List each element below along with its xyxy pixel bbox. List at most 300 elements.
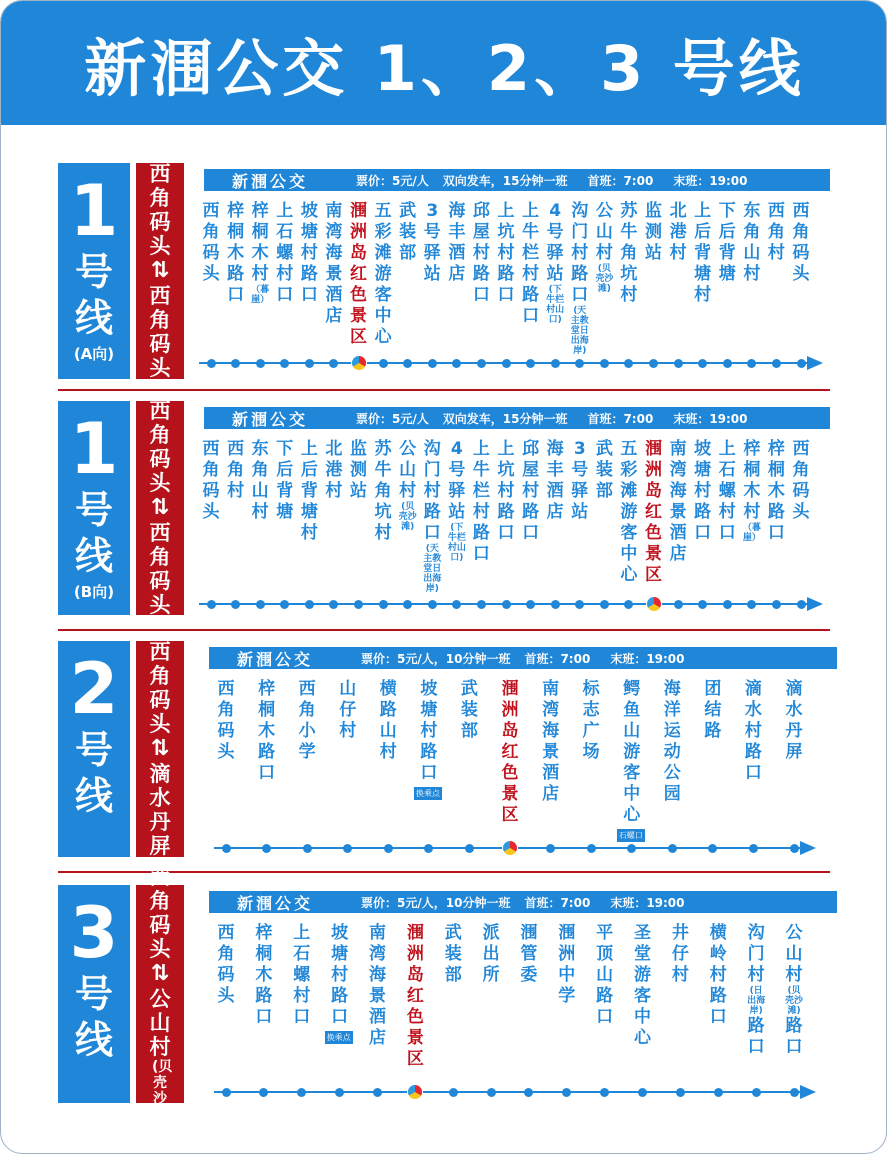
stop-label [540, 679, 562, 805]
stop-label [337, 679, 359, 742]
stop-name: 滴水村路口 [744, 679, 762, 783]
stop-label [470, 201, 492, 306]
header-banner [1, 1, 887, 125]
stop-name: 滴水丹屏 [785, 679, 803, 762]
stop-label [495, 439, 517, 544]
stop-dot [526, 359, 535, 368]
stop-dot [649, 359, 658, 368]
stop-name: 西角码头 [792, 439, 810, 522]
stop-label [323, 201, 345, 327]
stop-label [569, 439, 591, 523]
line-word-top: 号 [74, 250, 113, 294]
stop-dot [790, 844, 799, 853]
stop-dot [708, 844, 717, 853]
stop-name: 武装部 [399, 201, 417, 263]
route-to: 公山村 [149, 987, 171, 1059]
track-arrow-icon [807, 597, 823, 611]
frequency-text: 双向发车，15分钟一班 [442, 411, 568, 426]
stop-name: 西角村 [227, 439, 245, 501]
stop-name: 西角小学 [298, 679, 316, 762]
stop-name: 东角山村 [251, 439, 269, 522]
line-word-bottom: 线 [74, 1018, 113, 1062]
stop-label [593, 201, 615, 294]
stop-label [296, 679, 318, 763]
stop-name: 西角码头 [202, 201, 220, 284]
stop-dot [262, 844, 271, 853]
stop-name: 监测站 [645, 201, 662, 263]
stop-name: 沟门村路口 [571, 201, 589, 305]
stop-label [783, 679, 805, 763]
fare-text: 票价：5元/人 [356, 173, 429, 188]
stop-dot [624, 600, 633, 609]
route-arrows-icon: ⇅ [150, 736, 170, 761]
brand-name: 新涠公交 [232, 171, 309, 191]
route-note: (贝壳沙滩) [152, 1059, 173, 1123]
last-bus-text: 末班：19:00 [673, 173, 748, 188]
stop-label [569, 201, 591, 356]
stop-label [707, 923, 729, 1028]
stop-name: 邱屋村路口 [472, 201, 490, 305]
stop-label [215, 679, 237, 763]
stop-dot [452, 600, 461, 609]
stop-name: 团结路 [704, 679, 722, 741]
stop-name: 下后背塘 [718, 201, 736, 284]
stop-label [418, 679, 440, 784]
stop-label [643, 201, 665, 264]
stop-name: 上石螺村口 [293, 923, 311, 1027]
stop-name: 梓桐木路口 [767, 439, 785, 543]
stop-name: 海丰酒店 [448, 201, 466, 284]
stop-name: 海丰酒店 [546, 439, 564, 522]
route-from: 西角码头 [149, 865, 171, 961]
route-arrows-icon: ⇅ [150, 961, 170, 986]
route-terminals-badge [136, 641, 184, 857]
stop-name: 南湾海景酒店 [669, 439, 687, 564]
stop-dot [403, 359, 412, 368]
stop-name: 监测站 [350, 439, 367, 501]
stop-dot [487, 1088, 496, 1097]
line-word-top: 号 [74, 488, 113, 532]
stop-name: 五彩滩游客中心 [620, 439, 638, 585]
stop-label [593, 439, 615, 502]
stop-name: 鳄鱼山游客中心 [623, 679, 641, 825]
stop-label [669, 923, 691, 986]
route-to: 滴水丹屏 [149, 762, 171, 858]
stop-dot [424, 844, 433, 853]
stop-note: (下牛栏村山口) [447, 523, 466, 563]
stop-dot [343, 844, 352, 853]
stop-dot [452, 359, 461, 368]
stop-name: 3号驿站 [423, 201, 441, 284]
stop-dot [747, 359, 756, 368]
stop-name: 坡塘村路口 [694, 439, 712, 543]
stop-note: (天主教堂日出海岸) [423, 544, 442, 594]
first-bus-text: 首班：7:00 [524, 651, 591, 666]
stop-dot [329, 359, 338, 368]
stop-label [643, 439, 665, 586]
stop-dot [562, 1088, 571, 1097]
stop-name: 北港村 [669, 201, 687, 263]
line-word-top: 号 [74, 728, 113, 772]
track-arrow-icon [800, 841, 816, 855]
stop-dot [698, 359, 707, 368]
stop-dot [752, 1088, 761, 1097]
stop-dot [638, 1088, 647, 1097]
stop-label [225, 201, 247, 306]
line-number: 1 [69, 170, 119, 252]
stop-label [790, 201, 812, 285]
stop-name: 涠洲岛红色景区 [350, 201, 367, 347]
stop-label [397, 201, 419, 264]
frequency-text: 双向发车，15分钟一班 [442, 173, 568, 188]
stop-dot [280, 600, 289, 609]
stop-note: (天主教堂日出海岸) [570, 306, 589, 356]
stop-dot [714, 1088, 723, 1097]
stop-label [667, 201, 689, 264]
stop-label [632, 923, 654, 1049]
route-arrows-icon: ⇅ [150, 258, 170, 283]
line-word-bottom: 线 [74, 774, 113, 818]
stop-name: 3号驿站 [571, 439, 589, 522]
stop-label [544, 439, 566, 523]
last-bus-text: 末班：19:00 [673, 411, 748, 426]
stop-name: 沟门村路口 [423, 439, 441, 543]
stop-dot [329, 600, 338, 609]
stop-name: 北港村 [325, 439, 343, 501]
stop-name: 上牛栏村路口 [522, 201, 540, 326]
stop-dot [797, 359, 806, 368]
stop-dot [723, 359, 732, 368]
fare-text: 票价：5元/人，10分钟一班 [361, 895, 511, 910]
line-word-top: 号 [74, 972, 113, 1016]
info-bar [204, 169, 830, 191]
stop-label [741, 439, 763, 543]
stop-name: 沟门村 [747, 923, 765, 985]
route-to: 西角码头 [149, 521, 171, 617]
stop-name: 平顶山路口 [596, 923, 614, 1027]
stop-label [495, 201, 517, 306]
route-from: 西角码头 [149, 162, 171, 258]
stop-label [544, 201, 566, 325]
stop-label [377, 679, 399, 763]
stop-dot [600, 359, 609, 368]
stop-name: 坡塘村路口 [420, 679, 438, 783]
stop-dot [222, 1088, 231, 1097]
stop-name: 公山村 [785, 923, 803, 985]
stop-name: 4号驿站 [448, 439, 466, 522]
stop-dot [797, 600, 806, 609]
brand-name: 新涠公交 [237, 649, 314, 669]
stop-dot [624, 359, 633, 368]
stop-name: 梓桐木村 [743, 439, 761, 522]
stop-note: (贝壳沙滩) [398, 502, 417, 532]
stop-name: 武装部 [595, 439, 613, 501]
stop-label [692, 439, 714, 544]
stop-dot [222, 844, 231, 853]
stop-dot [723, 600, 732, 609]
stop-label [742, 679, 764, 784]
line-direction: (B向) [73, 583, 115, 601]
stop-label [667, 439, 689, 565]
stop-name: 梓桐木路口 [227, 201, 245, 305]
stop-name: 西角码头 [202, 439, 220, 522]
transfer-tag: 换乘点 [326, 1033, 351, 1042]
stop-name: 南湾海景酒店 [325, 201, 343, 326]
stop-dot [551, 600, 560, 609]
stop-label [366, 923, 388, 1049]
first-bus-text: 首班：7:00 [587, 411, 654, 426]
line-number-badge [58, 641, 130, 857]
stop-label [702, 679, 724, 742]
stop-dot [354, 600, 363, 609]
stop-name: 上坑村路口 [497, 201, 515, 305]
stop-label [442, 923, 464, 986]
stop-dot [384, 844, 393, 853]
stop-dot [231, 600, 240, 609]
stop-dot [772, 600, 781, 609]
stop-label [692, 201, 714, 306]
stop-label [404, 923, 426, 1070]
stop-dot [674, 359, 683, 368]
stop-dot [627, 844, 636, 853]
stop-dot [526, 600, 535, 609]
stop-dot [477, 359, 486, 368]
stop-name: 横岭村路口 [709, 923, 727, 1027]
stop-name: 西角码头 [217, 923, 235, 1006]
stop-label [329, 923, 351, 1028]
stop-name: 西角码头 [217, 679, 235, 762]
transfer-tag: 换乘点 [415, 789, 440, 798]
stop-name: 圣堂游客中心 [634, 923, 652, 1048]
stop-dot [305, 600, 314, 609]
stop-label [225, 439, 247, 502]
stop-label [716, 439, 738, 544]
stop-label [520, 439, 542, 544]
stop-name: 苏牛角坑村 [374, 439, 392, 543]
line-word-bottom: 线 [74, 534, 113, 578]
stop-name: 标志广场 [582, 679, 600, 762]
stop-label [618, 201, 640, 306]
stop-dot [256, 359, 265, 368]
track-arrow-icon [807, 356, 823, 370]
stop-dot [297, 1088, 306, 1097]
stop-name: 武装部 [460, 679, 478, 741]
brand-name: 新涠公交 [232, 409, 309, 429]
stop-dot [676, 1088, 685, 1097]
route-arrows-icon: ⇅ [150, 495, 170, 520]
stop-label [215, 923, 237, 1007]
highlight-stop-marker [407, 1084, 423, 1100]
stop-dot [749, 844, 758, 853]
stop-label [765, 439, 787, 544]
stop-name: 南湾海景酒店 [368, 923, 386, 1048]
stop-dot [305, 359, 314, 368]
stop-name: 坡塘村路口 [300, 201, 318, 305]
line-word-bottom: 线 [74, 296, 113, 340]
stop-dot [335, 1088, 344, 1097]
stop-dot [600, 600, 609, 609]
stop-name: 上石螺村口 [718, 439, 736, 543]
stop-name: 梓桐木路口 [258, 679, 276, 783]
stop-label [291, 923, 313, 1028]
stop-name: 武装部 [444, 923, 462, 985]
stop-name: 西角村 [767, 201, 785, 263]
stop-label [200, 201, 222, 285]
route-terminals-badge [136, 865, 184, 1123]
stop-label [421, 439, 443, 594]
stop-name: 4号驿站 [546, 201, 564, 284]
track-arrow-icon [800, 1085, 816, 1099]
stop-dot [698, 600, 707, 609]
route-terminals-badge [136, 401, 184, 615]
line-number-badge [58, 885, 130, 1103]
stop-name: 涠洲岛红色景区 [645, 439, 662, 585]
stop-label [520, 201, 542, 327]
stop-name: 上坑村路口 [497, 439, 515, 543]
stop-note: (贝壳沙滩) [784, 986, 803, 1016]
stop-name: 五彩滩游客中心 [374, 201, 392, 347]
stop-label [256, 679, 278, 784]
stop-dot [379, 600, 388, 609]
stop-dot [575, 359, 584, 368]
stop-label [741, 201, 763, 285]
route-from: 西角码头 [149, 640, 171, 736]
stop-label [518, 923, 540, 986]
stop-dot [428, 600, 437, 609]
stop-name: 上后背塘村 [300, 439, 318, 543]
stop-name-tail: 路口 [785, 1016, 803, 1057]
info-bar [209, 891, 837, 913]
stop-name: 公山村 [399, 439, 417, 501]
stop-label [298, 439, 320, 544]
stop-name: 派出所 [482, 923, 500, 985]
stop-dot [600, 1088, 609, 1097]
stop-name: 梓桐木路口 [255, 923, 273, 1027]
stop-name: 井仔村 [671, 923, 689, 985]
line-number-badge [58, 163, 130, 379]
stop-label [661, 679, 683, 805]
stop-label [372, 201, 394, 348]
stop-label [480, 923, 502, 986]
stop-name: 海洋运动公园 [663, 679, 681, 804]
stop-label [745, 923, 767, 1058]
stop-label [421, 201, 443, 285]
stop-dot [465, 844, 474, 853]
stop-dot [256, 600, 265, 609]
highlight-stop-marker [351, 355, 367, 371]
stop-label [765, 201, 787, 264]
stop-dot [502, 359, 511, 368]
stop-label [274, 201, 296, 306]
page-title: 新涠公交 1、2、3 号线 [84, 31, 805, 105]
stop-note: (贝壳沙滩) [595, 264, 614, 294]
stop-label [594, 923, 616, 1028]
stop-dot [403, 600, 412, 609]
stop-dot [379, 359, 388, 368]
stop-label [580, 679, 602, 763]
stop-dot [790, 1088, 799, 1097]
stop-dot [373, 1088, 382, 1097]
stop-dot [502, 600, 511, 609]
stop-dot [772, 359, 781, 368]
stop-label [372, 439, 394, 544]
fare-text: 票价：5元/人，10分钟一班 [361, 651, 511, 666]
info-bar [209, 647, 837, 669]
stop-label [783, 923, 805, 1058]
stop-name: 横路山村 [379, 679, 397, 762]
stop-name: 公山村 [595, 201, 613, 263]
highlight-stop-marker [502, 840, 518, 856]
stop-dot [449, 1088, 458, 1097]
first-bus-text: 首班：7:00 [524, 895, 591, 910]
stop-dot [280, 359, 289, 368]
stop-label [446, 201, 468, 285]
stop-note: （暮崖） [251, 285, 270, 305]
stop-label [621, 679, 643, 826]
stop-name-tail: 路口 [747, 1016, 765, 1057]
line-number: 2 [69, 648, 119, 730]
stop-name: 坡塘村路口 [331, 923, 349, 1027]
stop-label [458, 679, 480, 742]
stop-note: (日出海岸) [747, 986, 766, 1016]
brand-name: 新涠公交 [237, 893, 314, 913]
stop-label [253, 923, 275, 1028]
stop-dot [477, 600, 486, 609]
stop-label [790, 439, 812, 523]
transfer-tag: 石螺口 [618, 831, 643, 840]
stop-dot [524, 1088, 533, 1097]
stop-dot [231, 359, 240, 368]
stop-label [323, 439, 345, 502]
stop-dot [668, 844, 677, 853]
section-divider [58, 629, 830, 631]
stop-label [298, 201, 320, 306]
stop-note: （暮崖） [742, 523, 761, 543]
stop-label [397, 439, 419, 532]
stop-name: 下后背塘 [276, 439, 294, 522]
stop-dot [551, 359, 560, 368]
stop-label [348, 201, 370, 348]
route-to: 西角码头 [149, 284, 171, 380]
line-number: 3 [69, 892, 119, 974]
route-terminals-badge [136, 163, 184, 379]
stop-name: 山仔村 [339, 679, 357, 741]
stop-dot [259, 1088, 268, 1097]
stop-label [556, 923, 578, 1007]
stop-name: 上牛栏村路口 [472, 439, 490, 564]
section-divider [58, 871, 830, 873]
line-direction: (A向) [73, 345, 115, 363]
stop-label [274, 439, 296, 523]
highlight-stop-marker [646, 596, 662, 612]
stop-dot [207, 600, 216, 609]
stop-name: 涠洲岛红色景区 [501, 679, 519, 825]
stop-name: 梓桐木村 [251, 201, 269, 284]
stop-name: 东角山村 [743, 201, 761, 284]
stop-name: 邱屋村路口 [522, 439, 540, 543]
stop-dot [207, 359, 216, 368]
stop-label [200, 439, 222, 523]
line-number-badge [58, 401, 130, 615]
stop-dot [303, 844, 312, 853]
line-number: 1 [69, 408, 119, 490]
stop-dot [674, 600, 683, 609]
section-divider [58, 389, 830, 391]
fare-text: 票价：5元/人 [356, 411, 429, 426]
stop-label [618, 439, 640, 586]
last-bus-text: 末班：19:00 [610, 651, 685, 666]
stop-label [470, 439, 492, 565]
